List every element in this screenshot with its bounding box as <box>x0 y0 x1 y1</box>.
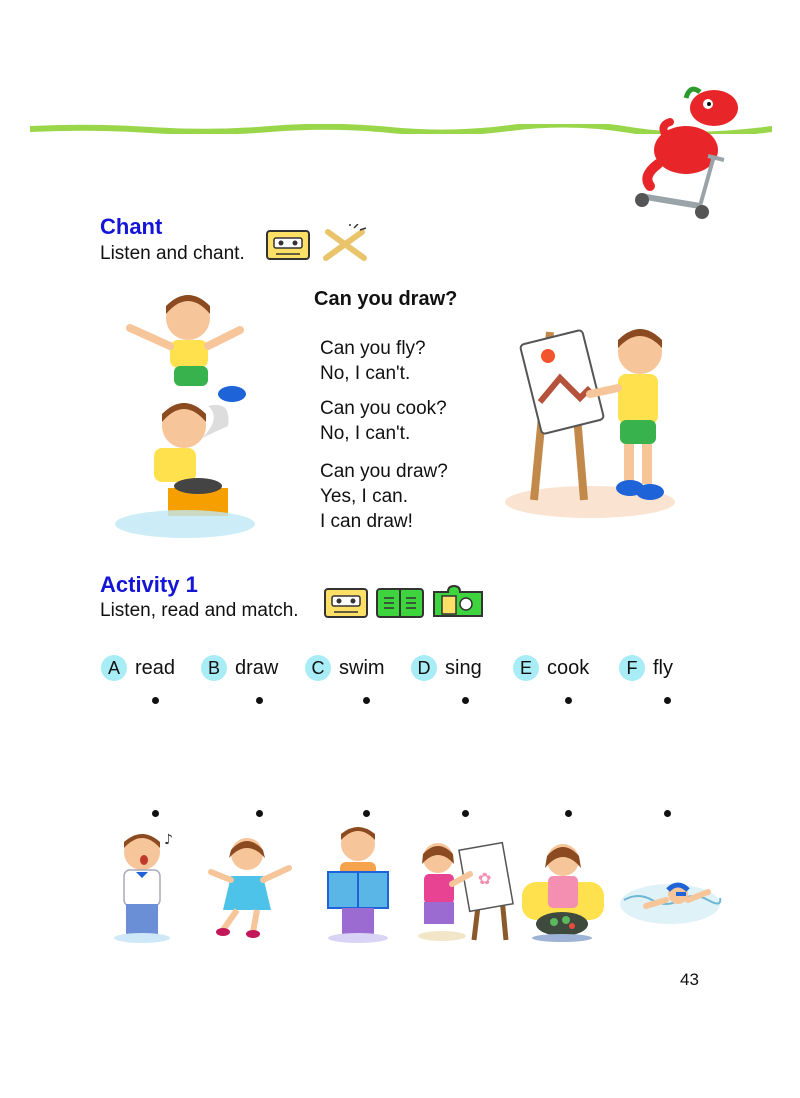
option-letter: F <box>619 655 645 681</box>
cassette-icon[interactable] <box>324 588 368 618</box>
poem-stanza-1 <box>320 336 426 386</box>
picture-girl-flying <box>205 832 295 944</box>
option-letter: B <box>201 655 227 681</box>
match-dot-bottom[interactable] <box>256 810 263 817</box>
option-word: fly <box>653 656 673 679</box>
poem-line: No, I can't. <box>320 363 411 384</box>
poem-stanza-3 <box>320 459 448 534</box>
boy-fly-cook-illustration <box>110 288 260 546</box>
svg-text:♪: ♪ <box>164 832 173 848</box>
match-dot-bottom[interactable] <box>152 810 159 817</box>
dragon-scooter-mascot <box>628 78 748 228</box>
match-dot-bottom[interactable] <box>462 810 469 817</box>
match-dot-bottom[interactable] <box>664 810 671 817</box>
option-letter: C <box>305 655 331 681</box>
option-word: cook <box>547 656 590 679</box>
option-word: draw <box>235 656 279 679</box>
picture-boy-swimming <box>618 870 722 930</box>
match-dot-top[interactable] <box>152 697 159 704</box>
poem-line: Yes, I can. <box>320 486 409 507</box>
poem-line: Can you draw? <box>320 461 448 482</box>
option-letter: D <box>411 655 437 681</box>
picture-boy-reading <box>322 824 394 944</box>
chant-instruction: Listen and chant. <box>100 243 245 264</box>
activity-heading: Activity 1 <box>100 572 198 597</box>
poem-line: I can draw! <box>320 511 413 532</box>
poem-line: Can you cook? <box>320 398 447 419</box>
svg-text:✿: ✿ <box>478 869 492 888</box>
picture-girl-cooking <box>518 840 608 944</box>
book-icon[interactable] <box>376 588 424 618</box>
option-f <box>619 654 673 682</box>
match-dot-bottom[interactable] <box>565 810 572 817</box>
cassette-icon[interactable] <box>266 230 310 260</box>
match-dot-top[interactable] <box>664 697 671 704</box>
option-c <box>305 654 385 682</box>
poem-line: No, I can't. <box>320 423 411 444</box>
poem-line: Can you fly? <box>320 338 426 359</box>
boy-drawing-easel-illustration <box>500 322 680 522</box>
option-word: swim <box>339 656 385 679</box>
option-letter: E <box>513 655 539 681</box>
puzzle-icon[interactable] <box>432 584 484 618</box>
activity-instruction: Listen, read and match. <box>100 600 299 621</box>
option-b <box>201 654 278 682</box>
option-letter: A <box>101 655 127 681</box>
option-a <box>101 654 175 682</box>
match-dot-top[interactable] <box>462 697 469 704</box>
poem-stanza-2 <box>320 396 447 446</box>
match-dot-bottom[interactable] <box>363 810 370 817</box>
option-word: sing <box>445 656 482 679</box>
drumsticks-icon[interactable] <box>320 224 370 262</box>
match-dot-top[interactable] <box>363 697 370 704</box>
chant-heading: Chant <box>100 214 163 239</box>
option-d <box>411 654 482 682</box>
match-dot-top[interactable] <box>256 697 263 704</box>
picture-boy-singing <box>108 828 188 944</box>
poem-title: Can you draw? <box>314 288 458 310</box>
picture-girl-drawing <box>414 832 514 944</box>
option-e <box>513 654 589 682</box>
page-number: 43 <box>680 970 699 989</box>
option-word: read <box>135 656 176 679</box>
match-dot-top[interactable] <box>565 697 572 704</box>
